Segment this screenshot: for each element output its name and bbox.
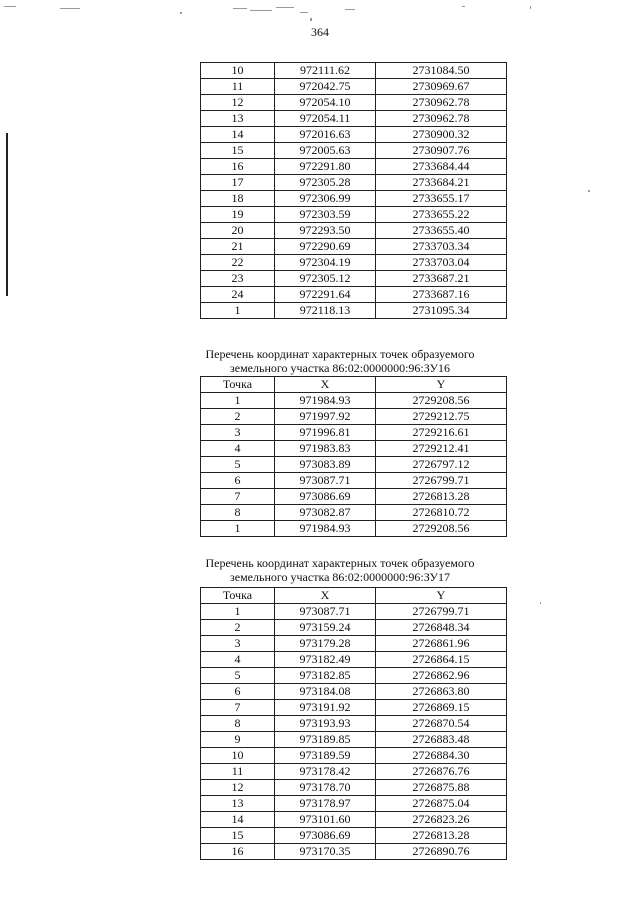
cell-x: 972054.10 xyxy=(275,95,376,111)
cell-point: 2 xyxy=(201,409,275,425)
cell-point: 14 xyxy=(201,127,275,143)
cell-y: 2726890.76 xyxy=(376,844,507,860)
table-row xyxy=(201,159,507,175)
table-row xyxy=(201,812,507,828)
cell-point: 7 xyxy=(201,489,275,505)
cell-x: 972305.12 xyxy=(275,271,376,287)
cell-point: 10 xyxy=(201,63,275,79)
table-row xyxy=(201,79,507,95)
cell-y: 2733684.44 xyxy=(376,159,507,175)
caption-line-2: земельного участка 86:02:0000000:96:ЗУ16 xyxy=(230,361,450,375)
cell-x: 971984.93 xyxy=(275,393,376,409)
cell-y: 2726875.04 xyxy=(376,796,507,812)
cell-x: 972305.28 xyxy=(275,175,376,191)
cell-x: 973083.89 xyxy=(275,457,376,473)
table-row xyxy=(201,457,507,473)
cell-point: 18 xyxy=(201,191,275,207)
cell-x: 972291.80 xyxy=(275,159,376,175)
caption-zu17 xyxy=(182,556,498,584)
table-header xyxy=(201,588,507,604)
table-row xyxy=(201,207,507,223)
cell-point: 8 xyxy=(201,716,275,732)
cell-point: 17 xyxy=(201,175,275,191)
cell-point: 11 xyxy=(201,79,275,95)
table-row xyxy=(201,700,507,716)
table-row xyxy=(201,441,507,457)
cell-x: 971996.81 xyxy=(275,425,376,441)
cell-x: 972118.13 xyxy=(275,303,376,319)
cell-point: 7 xyxy=(201,700,275,716)
table-row xyxy=(201,844,507,860)
cell-x: 973086.69 xyxy=(275,489,376,505)
cell-y: 2730962.78 xyxy=(376,95,507,111)
header-y: Y xyxy=(376,377,507,393)
cell-y: 2733687.16 xyxy=(376,287,507,303)
cell-point: 3 xyxy=(201,425,275,441)
cell-y: 2726848.34 xyxy=(376,620,507,636)
cell-x: 973184.08 xyxy=(275,684,376,700)
cell-y: 2730962.78 xyxy=(376,111,507,127)
cell-x: 972111.62 xyxy=(275,63,376,79)
cell-x: 972005.63 xyxy=(275,143,376,159)
cell-y: 2729208.56 xyxy=(376,393,507,409)
table-row xyxy=(201,780,507,796)
cell-x: 972303.59 xyxy=(275,207,376,223)
cell-x: 973087.71 xyxy=(275,604,376,620)
cell-y: 2730969.67 xyxy=(376,79,507,95)
coordinates-table-continued xyxy=(200,62,507,319)
cell-y: 2726863.80 xyxy=(376,684,507,700)
table-row xyxy=(201,604,507,620)
cell-point: 8 xyxy=(201,505,275,521)
table-row xyxy=(201,143,507,159)
cell-x: 972054.11 xyxy=(275,111,376,127)
table-body xyxy=(201,393,507,537)
cell-y: 2731084.50 xyxy=(376,63,507,79)
cell-x: 972293.50 xyxy=(275,223,376,239)
cell-y: 2726883.48 xyxy=(376,732,507,748)
table-row xyxy=(201,636,507,652)
cell-x: 973087.71 xyxy=(275,473,376,489)
table-row xyxy=(201,796,507,812)
cell-x: 973178.70 xyxy=(275,780,376,796)
cell-point: 16 xyxy=(201,159,275,175)
cell-point: 5 xyxy=(201,668,275,684)
cell-x: 973193.93 xyxy=(275,716,376,732)
cell-x: 972016.63 xyxy=(275,127,376,143)
cell-x: 972306.99 xyxy=(275,191,376,207)
table-row xyxy=(201,668,507,684)
table-row xyxy=(201,95,507,111)
caption-line-2: земельного участка 86:02:0000000:96:ЗУ17 xyxy=(230,570,450,584)
cell-y: 2726861.96 xyxy=(376,636,507,652)
table-row xyxy=(201,271,507,287)
cell-y: 2733684.21 xyxy=(376,175,507,191)
cell-x: 973189.59 xyxy=(275,748,376,764)
table-row xyxy=(201,748,507,764)
cell-y: 2726823.26 xyxy=(376,812,507,828)
cell-x: 972291.64 xyxy=(275,287,376,303)
cell-point: 6 xyxy=(201,684,275,700)
cell-point: 4 xyxy=(201,652,275,668)
cell-point: 15 xyxy=(201,828,275,844)
cell-point: 15 xyxy=(201,143,275,159)
cell-point: 23 xyxy=(201,271,275,287)
table-body xyxy=(201,604,507,860)
table-row xyxy=(201,223,507,239)
cell-y: 2726810.72 xyxy=(376,505,507,521)
cell-x: 971984.93 xyxy=(275,521,376,537)
cell-y: 2726862.96 xyxy=(376,668,507,684)
cell-x: 971997.92 xyxy=(275,409,376,425)
cell-point: 14 xyxy=(201,812,275,828)
cell-point: 12 xyxy=(201,780,275,796)
cell-x: 973086.69 xyxy=(275,828,376,844)
caption-line-1: Перечень координат характерных точек образуемого xyxy=(205,556,475,570)
cell-y: 2733687.21 xyxy=(376,271,507,287)
header-point: Точка xyxy=(201,377,275,393)
cell-y: 2729212.41 xyxy=(376,441,507,457)
cell-point: 5 xyxy=(201,457,275,473)
cell-y: 2733703.34 xyxy=(376,239,507,255)
table-row xyxy=(201,111,507,127)
cell-point: 6 xyxy=(201,473,275,489)
cell-point: 11 xyxy=(201,764,275,780)
cell-point: 16 xyxy=(201,844,275,860)
cell-point: 20 xyxy=(201,223,275,239)
cell-point: 10 xyxy=(201,748,275,764)
cell-x: 973179.28 xyxy=(275,636,376,652)
table-row xyxy=(201,303,507,319)
table-row xyxy=(201,63,507,79)
cell-x: 973178.97 xyxy=(275,796,376,812)
table-row xyxy=(201,732,507,748)
cell-point: 19 xyxy=(201,207,275,223)
table-row xyxy=(201,393,507,409)
cell-point: 13 xyxy=(201,111,275,127)
table-row xyxy=(201,473,507,489)
cell-y: 2733655.40 xyxy=(376,223,507,239)
cell-y: 2726799.71 xyxy=(376,473,507,489)
cell-x: 973101.60 xyxy=(275,812,376,828)
table-row xyxy=(201,620,507,636)
cell-y: 2730907.76 xyxy=(376,143,507,159)
cell-y: 2726864.15 xyxy=(376,652,507,668)
cell-point: 21 xyxy=(201,239,275,255)
cell-y: 2733655.17 xyxy=(376,191,507,207)
table-row xyxy=(201,239,507,255)
cell-y: 2726797.12 xyxy=(376,457,507,473)
table-row xyxy=(201,409,507,425)
coordinates-table-zu16 xyxy=(200,376,507,537)
header-x: X xyxy=(275,588,376,604)
table-header xyxy=(201,377,507,393)
cell-x: 973182.85 xyxy=(275,668,376,684)
cell-point: 24 xyxy=(201,287,275,303)
cell-x: 973189.85 xyxy=(275,732,376,748)
header-point: Точка xyxy=(201,588,275,604)
cell-x: 973178.42 xyxy=(275,764,376,780)
margin-rule xyxy=(6,133,8,296)
caption-zu16 xyxy=(182,347,498,375)
table-row xyxy=(201,828,507,844)
table-row xyxy=(201,191,507,207)
cell-y: 2733655.22 xyxy=(376,207,507,223)
table-row xyxy=(201,505,507,521)
table-row xyxy=(201,255,507,271)
cell-point: 3 xyxy=(201,636,275,652)
cell-y: 2733703.04 xyxy=(376,255,507,271)
table-row xyxy=(201,425,507,441)
caption-line-1: Перечень координат характерных точек образуемого xyxy=(205,347,475,361)
cell-point: 1 xyxy=(201,604,275,620)
cell-point: 9 xyxy=(201,732,275,748)
cell-y: 2726884.30 xyxy=(376,748,507,764)
cell-point: 12 xyxy=(201,95,275,111)
cell-x: 971983.83 xyxy=(275,441,376,457)
header-x: X xyxy=(275,377,376,393)
table-row xyxy=(201,521,507,537)
cell-y: 2726799.71 xyxy=(376,604,507,620)
table-row xyxy=(201,127,507,143)
table-row xyxy=(201,764,507,780)
cell-x: 973159.24 xyxy=(275,620,376,636)
table-row xyxy=(201,716,507,732)
table-row xyxy=(201,175,507,191)
table-row xyxy=(201,287,507,303)
cell-point: 1 xyxy=(201,521,275,537)
cell-y: 2726870.54 xyxy=(376,716,507,732)
table-row xyxy=(201,489,507,505)
cell-y: 2726869.15 xyxy=(376,700,507,716)
cell-x: 973170.35 xyxy=(275,844,376,860)
cell-y: 2726876.76 xyxy=(376,764,507,780)
cell-x: 972304.19 xyxy=(275,255,376,271)
cell-y: 2729216.61 xyxy=(376,425,507,441)
coordinates-table-zu17 xyxy=(200,587,507,860)
cell-y: 2729212.75 xyxy=(376,409,507,425)
cell-point: 13 xyxy=(201,796,275,812)
header-y: Y xyxy=(376,588,507,604)
table-row xyxy=(201,652,507,668)
cell-y: 2729208.56 xyxy=(376,521,507,537)
cell-x: 972290.69 xyxy=(275,239,376,255)
cell-point: 1 xyxy=(201,303,275,319)
cell-x: 973182.49 xyxy=(275,652,376,668)
cell-point: 2 xyxy=(201,620,275,636)
table-row xyxy=(201,684,507,700)
cell-y: 2731095.34 xyxy=(376,303,507,319)
cell-y: 2726875.88 xyxy=(376,780,507,796)
page-number: 364 xyxy=(311,25,329,39)
cell-point: 4 xyxy=(201,441,275,457)
table-body xyxy=(201,63,507,319)
cell-y: 2726813.28 xyxy=(376,489,507,505)
cell-y: 2730900.32 xyxy=(376,127,507,143)
cell-x: 972042.75 xyxy=(275,79,376,95)
cell-x: 973082.87 xyxy=(275,505,376,521)
cell-point: 1 xyxy=(201,393,275,409)
cell-point: 22 xyxy=(201,255,275,271)
cell-x: 973191.92 xyxy=(275,700,376,716)
cell-y: 2726813.28 xyxy=(376,828,507,844)
